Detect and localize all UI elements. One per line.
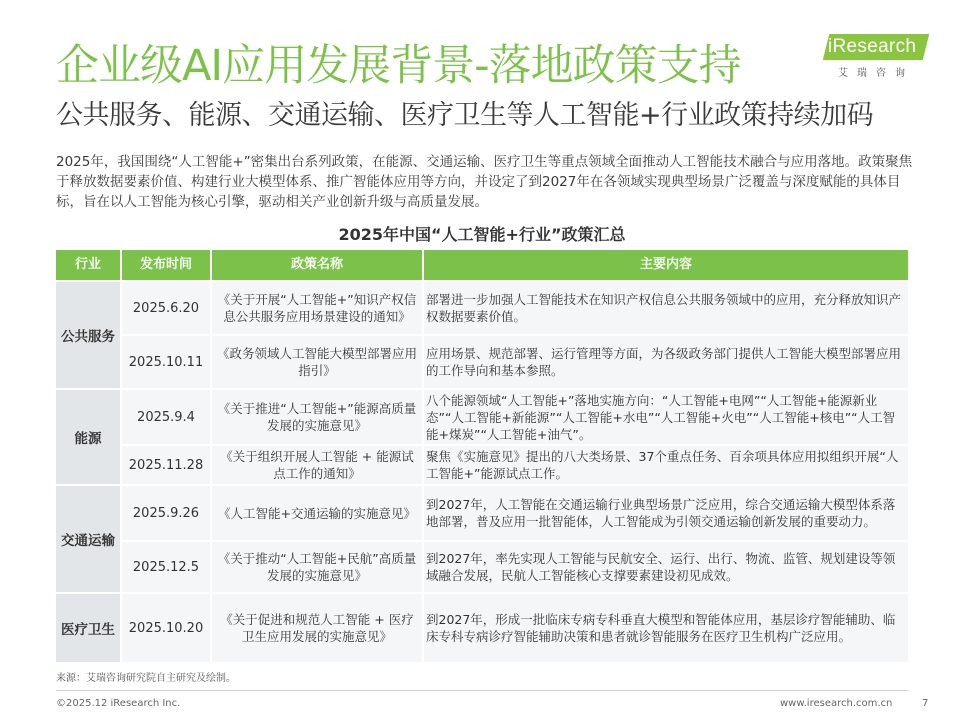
table-row-name: 《政务领域人工智能大模型部署应用指引》: [212, 336, 422, 388]
category-public-service: 公共服务: [56, 282, 120, 388]
table-row-content: 八个能源领域“人工智能+”落地实施方向：“人工智能+电网”“人工智能+能源新业态”“人工智能+新能源”“人工智能+水电”“人工智能+火电”“人工智能+核电”“人工智能+煤炭”“人工智能+油气”。: [424, 390, 908, 444]
iresearch-logo: [822, 30, 932, 86]
intro-paragraph: 2025年，我国围绕“人工智能+”密集出台系列政策，在能源、交通运输、医疗卫生等重点领域全面推动人工智能技术融合与应用落地。政策聚焦于释放数据要素价值、构建行业大模型体系、推广智能体应用等方向，并设定了到2027年在各领域实现典型场景广泛覆盖与深度赋能的具体目标，旨在以人工智能为核心引擎，驱动相关产业创新升级与高质量发展。: [56, 154, 913, 210]
table-row-name: 《人工智能+交通运输的实施意见》: [212, 486, 422, 540]
table-row-name: 《关于开展“人工智能+”知识产权信息公共服务应用场景建设的通知》: [212, 282, 422, 334]
category-transport: 交通运输: [56, 486, 120, 592]
page-title: 企业级AI应用发展背景-落地政策支持: [56, 41, 741, 91]
website-link[interactable]: www.iresearch.com.cn: [780, 698, 893, 709]
footer-divider: [56, 690, 908, 691]
table-row-name: 《关于促进和规范人工智能 + 医疗卫生应用发展的实施意见》: [212, 594, 422, 662]
page-number: 7: [922, 698, 929, 709]
header-date: 发布时间: [122, 250, 210, 280]
logo-brand: iResearch: [828, 36, 917, 57]
table-row-content: 到2027年，形成一批临床专病专科垂直大模型和智能体应用，基层诊疗智能辅助、临床专科专病诊疗智能辅助决策和患者就诊智能服务在医疗卫生机构广泛应用。: [424, 594, 908, 662]
table-title: 2025年中国“人工智能+行业”政策汇总: [338, 225, 626, 244]
table-row-name: 《关于推进“人工智能+”能源高质量发展的实施意见》: [212, 390, 422, 444]
table-row-content: 部署进一步加强人工智能技术在知识产权信息公共服务领域中的应用，充分释放知识产权数据要素价值。: [424, 282, 908, 334]
table-row-content: 到2027年，率先实现人工智能与民航安全、运行、出行、物流、监管、规划建设等领域融合发展，民航人工智能核心支撑要素建设初见成效。: [424, 542, 908, 592]
table-row-date: 2025.11.28: [122, 446, 210, 484]
table-row-date: 2025.10.11: [122, 336, 210, 388]
table-row-content: 到2027年，人工智能在交通运输行业典型场景广泛应用，综合交通运输大模型体系落地部署，普及应用一批智能体，人工智能成为引领交通运输创新发展的重要动力。: [424, 486, 908, 540]
table-row-name: 《关于推动“人工智能+民航”高质量发展的实施意见》: [212, 542, 422, 592]
table-row-content: 应用场景、规范部署、运行管理等方面，为各级政务部门提供人工智能大模型部署应用的工作导向和基本参照。: [424, 336, 908, 388]
source-note: 来源：艾瑞咨询研究院自主研究及绘制。: [56, 673, 236, 684]
header-policy-name: 政策名称: [212, 250, 422, 280]
header-industry: 行业: [56, 250, 120, 280]
table-row-name: 《关于组织开展人工智能 + 能源试点工作的通知》: [212, 446, 422, 484]
header-content: 主要内容: [424, 250, 908, 280]
copyright: ©2025.12 iResearch Inc.: [56, 698, 181, 709]
table-row-date: 2025.12.5: [122, 542, 210, 592]
logo-subtitle: 艾瑞咨询: [838, 68, 914, 79]
table-row-date: 2025.9.26: [122, 486, 210, 540]
category-energy: 能源: [56, 390, 120, 484]
table-row-content: 聚焦《实施意见》提出的八大类场景、37个重点任务、百余项具体应用拟组织开展“人工智能+”能源试点工作。: [424, 446, 908, 484]
table-row-date: 2025.6.20: [122, 282, 210, 334]
table-row-date: 2025.9.4: [122, 390, 210, 444]
table-row-date: 2025.10.20: [122, 594, 210, 662]
category-healthcare: 医疗卫生: [56, 594, 120, 662]
page-subtitle: 公共服务、能源、交通运输、医疗卫生等人工智能+行业政策持续加码: [56, 100, 874, 131]
